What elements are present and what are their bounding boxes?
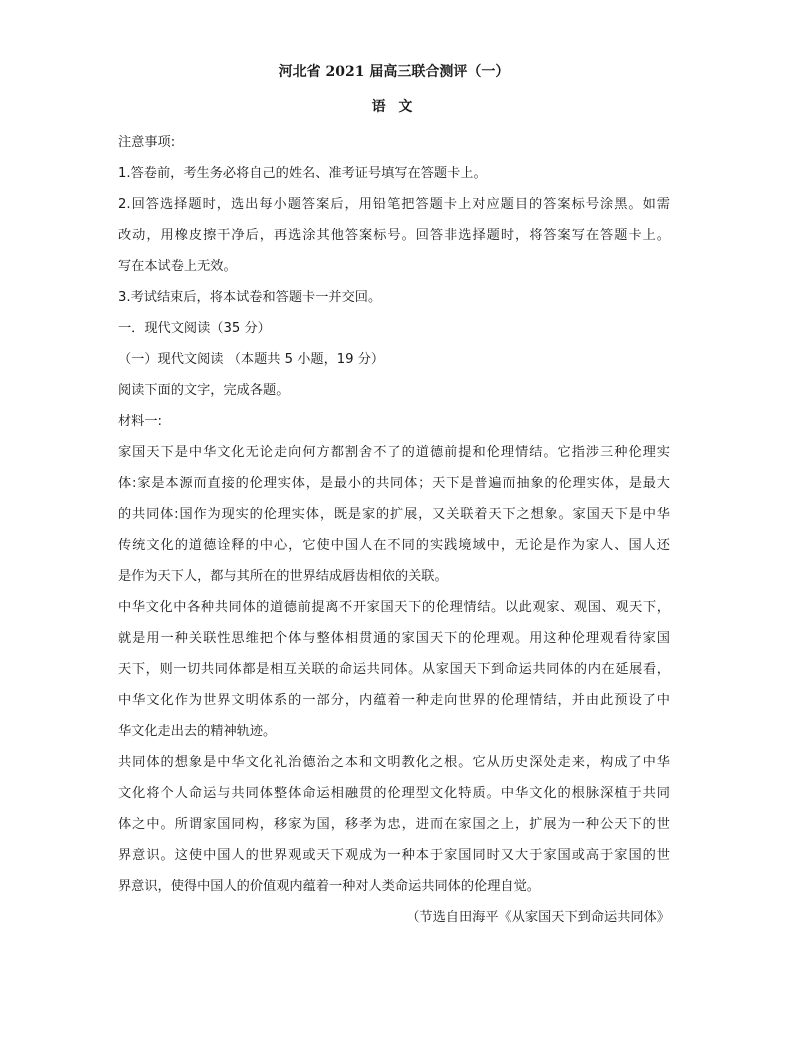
notice-item-2-line-1: 2.回答选择题时，选出每小题答案后，用铅笔把答题卡上对应题目的答案标号涂黑。如需	[118, 197, 670, 212]
paragraph-line: 华文化走出去的精神轨迹。	[118, 724, 277, 739]
paragraph-line: 是作为天下人，都与其所在的世界结成唇齿相依的关联。	[118, 569, 448, 584]
notice-item-1: 1.答卷前，考生务必将自己的姓名、准考证号填写在答题卡上。	[118, 166, 487, 181]
exam-body	[118, 127, 670, 933]
paragraph-line: 中华文化作为世界文明体系的一部分，内蕴着一种走向世界的伦理情结，并由此预设了中	[118, 693, 670, 708]
notice-item-2-line-2: 改动，用橡皮擦干净后，再选涂其他答案标号。回答非选择题时，将答案写在答题卡上。	[118, 228, 670, 243]
source-citation: （节选自田海平《从家国天下到命运共同体》	[406, 910, 670, 925]
paragraph-line: 的共同体:国作为现实的伦理实体，既是家的扩展，又关联着天下之想象。家国天下是中华	[118, 507, 670, 522]
notice-item-3: 3.考试结束后，将本试卷和答题卡一并交回。	[118, 290, 382, 305]
section-subheading: （一）现代文阅读 （本题共 5 小题，19 分）	[118, 352, 385, 367]
paragraph-line: 界意识，使得中国人的价值观内蕴着一种对人类命运共同体的伦理自觉。	[118, 879, 540, 894]
paragraph-line: 界意识。这使中国人的世界观或天下观成为一种本于家国同时又大于家国或高于家国的世	[118, 848, 670, 863]
paragraph-1	[118, 437, 670, 592]
paragraph-line: 体之中。所谓家国同构，移家为国，移孝为忠，进而在家国之上，扩展为一种公天下的世	[118, 817, 670, 832]
paragraph-line: 体:家是本源而直接的伦理实体，是最小的共同体；天下是普遍而抽象的伦理实体，是最大	[118, 476, 670, 491]
paragraph-line: 家国天下是中华文化无论走向何方都割舍不了的道德前提和伦理情结。它指涉三种伦理实	[118, 445, 670, 460]
exam-page	[118, 62, 670, 933]
subject-title: 语 文	[371, 99, 417, 115]
paragraph-2	[118, 592, 670, 747]
notice-item-2-line-3: 写在本试卷上无效。	[118, 259, 237, 274]
section-heading: 一．现代文阅读（35 分）	[118, 321, 271, 336]
notice-heading: 注意事项:	[118, 135, 176, 150]
paragraph-line: 共同体的想象是中华文化礼治德治之本和文明教化之根。它从历史深处走来，构成了中华	[118, 755, 670, 770]
paragraph-3	[118, 747, 670, 902]
paragraph-line: 中华文化中各种共同体的道德前提离不开家国天下的伦理情结。以此观家、观国、观天下，	[118, 600, 670, 615]
reading-instruction: 阅读下面的文字，完成各题。	[118, 383, 290, 398]
paragraph-line: 传统文化的道德诠释的中心，它使中国人在不同的实践境域中，无论是作为家人、国人还	[118, 538, 670, 553]
paragraph-line: 就是用一种关联性思维把个体与整体相贯通的家国天下的伦理观。用这种伦理观看待家国	[118, 631, 670, 646]
material-label: 材料一:	[118, 414, 163, 429]
paragraph-line: 天下，则一切共同体都是相互关联的命运共同体。从家国天下到命运共同体的内在延展看，	[118, 662, 670, 677]
paragraph-line: 文化将个人命运与共同体整体命运相融贯的伦理型文化特质。中华文化的根脉深植于共同	[118, 786, 670, 801]
exam-title: 河北省 2021 届高三联合测评（一）	[278, 64, 510, 80]
